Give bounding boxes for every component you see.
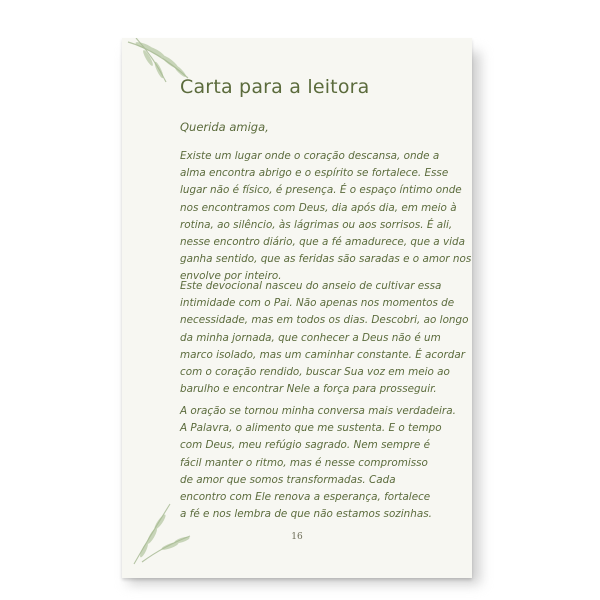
- text-line: Existe um lugar onde o coração descansa, onde a: [180, 150, 440, 162]
- text-line: A Palavra, o alimento que me sustenta. E o tempo: [180, 422, 442, 435]
- paragraph-1: [180, 148, 471, 286]
- text-line: A oração se tornou minha conversa mais verdadeira.: [180, 405, 456, 417]
- text-line: Este devocional nasceu do anseio de cultivar essa: [180, 280, 442, 292]
- text-line: rotina, ao silêncio, às lágrimas ou aos sorrisos. É ali,: [180, 218, 453, 231]
- text-line: a fé e nos lembra de que não estamos sozinhas.: [180, 508, 432, 521]
- text-line: intimidade com o Pai. Não apenas nos momentos de: [180, 297, 455, 310]
- text-line: lugar não é físico, é presença. É o espaço íntimo onde: [180, 184, 462, 197]
- text-line: de amor que somos transformadas. Cada: [180, 473, 396, 486]
- paragraph-2: [180, 278, 468, 398]
- text-line: encontro com Ele renova a esperança, fortalece: [180, 491, 431, 504]
- paragraph-3: [180, 403, 456, 523]
- text-line: ganha sentido, que as feridas são saradas e o amor nos: [180, 253, 472, 266]
- salutation: Querida amiga,: [180, 120, 269, 134]
- text-line: envolve por inteiro.: [180, 270, 282, 283]
- text-line: nos encontramos com Deus, dia após dia, em meio à: [180, 201, 457, 214]
- page-number: 16: [291, 532, 303, 542]
- page-title: Carta para a leitora: [180, 76, 370, 98]
- text-line: com o coração rendido, buscar Sua voz em meio ao: [180, 366, 450, 379]
- text-line: nesse encontro diário, que a fé amadurece, que a vida: [180, 236, 465, 249]
- text-line: necessidade, mas em todos os dias. Descobri, ao longo: [180, 314, 469, 327]
- text-line: fácil manter o ritmo, mas é nesse compromisso: [180, 456, 428, 469]
- text-line: marco isolado, mas um caminhar constante. É acordar: [180, 348, 466, 361]
- text-line: alma encontra abrigo e o espírito se fortalece. Esse: [180, 167, 449, 180]
- text-line: barulho e encontrar Nele a força para prosseguir.: [180, 383, 437, 396]
- leaf-branch-bottom-icon: [130, 496, 200, 566]
- text-line: com Deus, meu refúgio sagrado. Nem sempre é: [180, 439, 430, 452]
- book-page: [122, 38, 472, 578]
- text-line: da minha jornada, que conhecer a Deus não é um: [180, 331, 441, 344]
